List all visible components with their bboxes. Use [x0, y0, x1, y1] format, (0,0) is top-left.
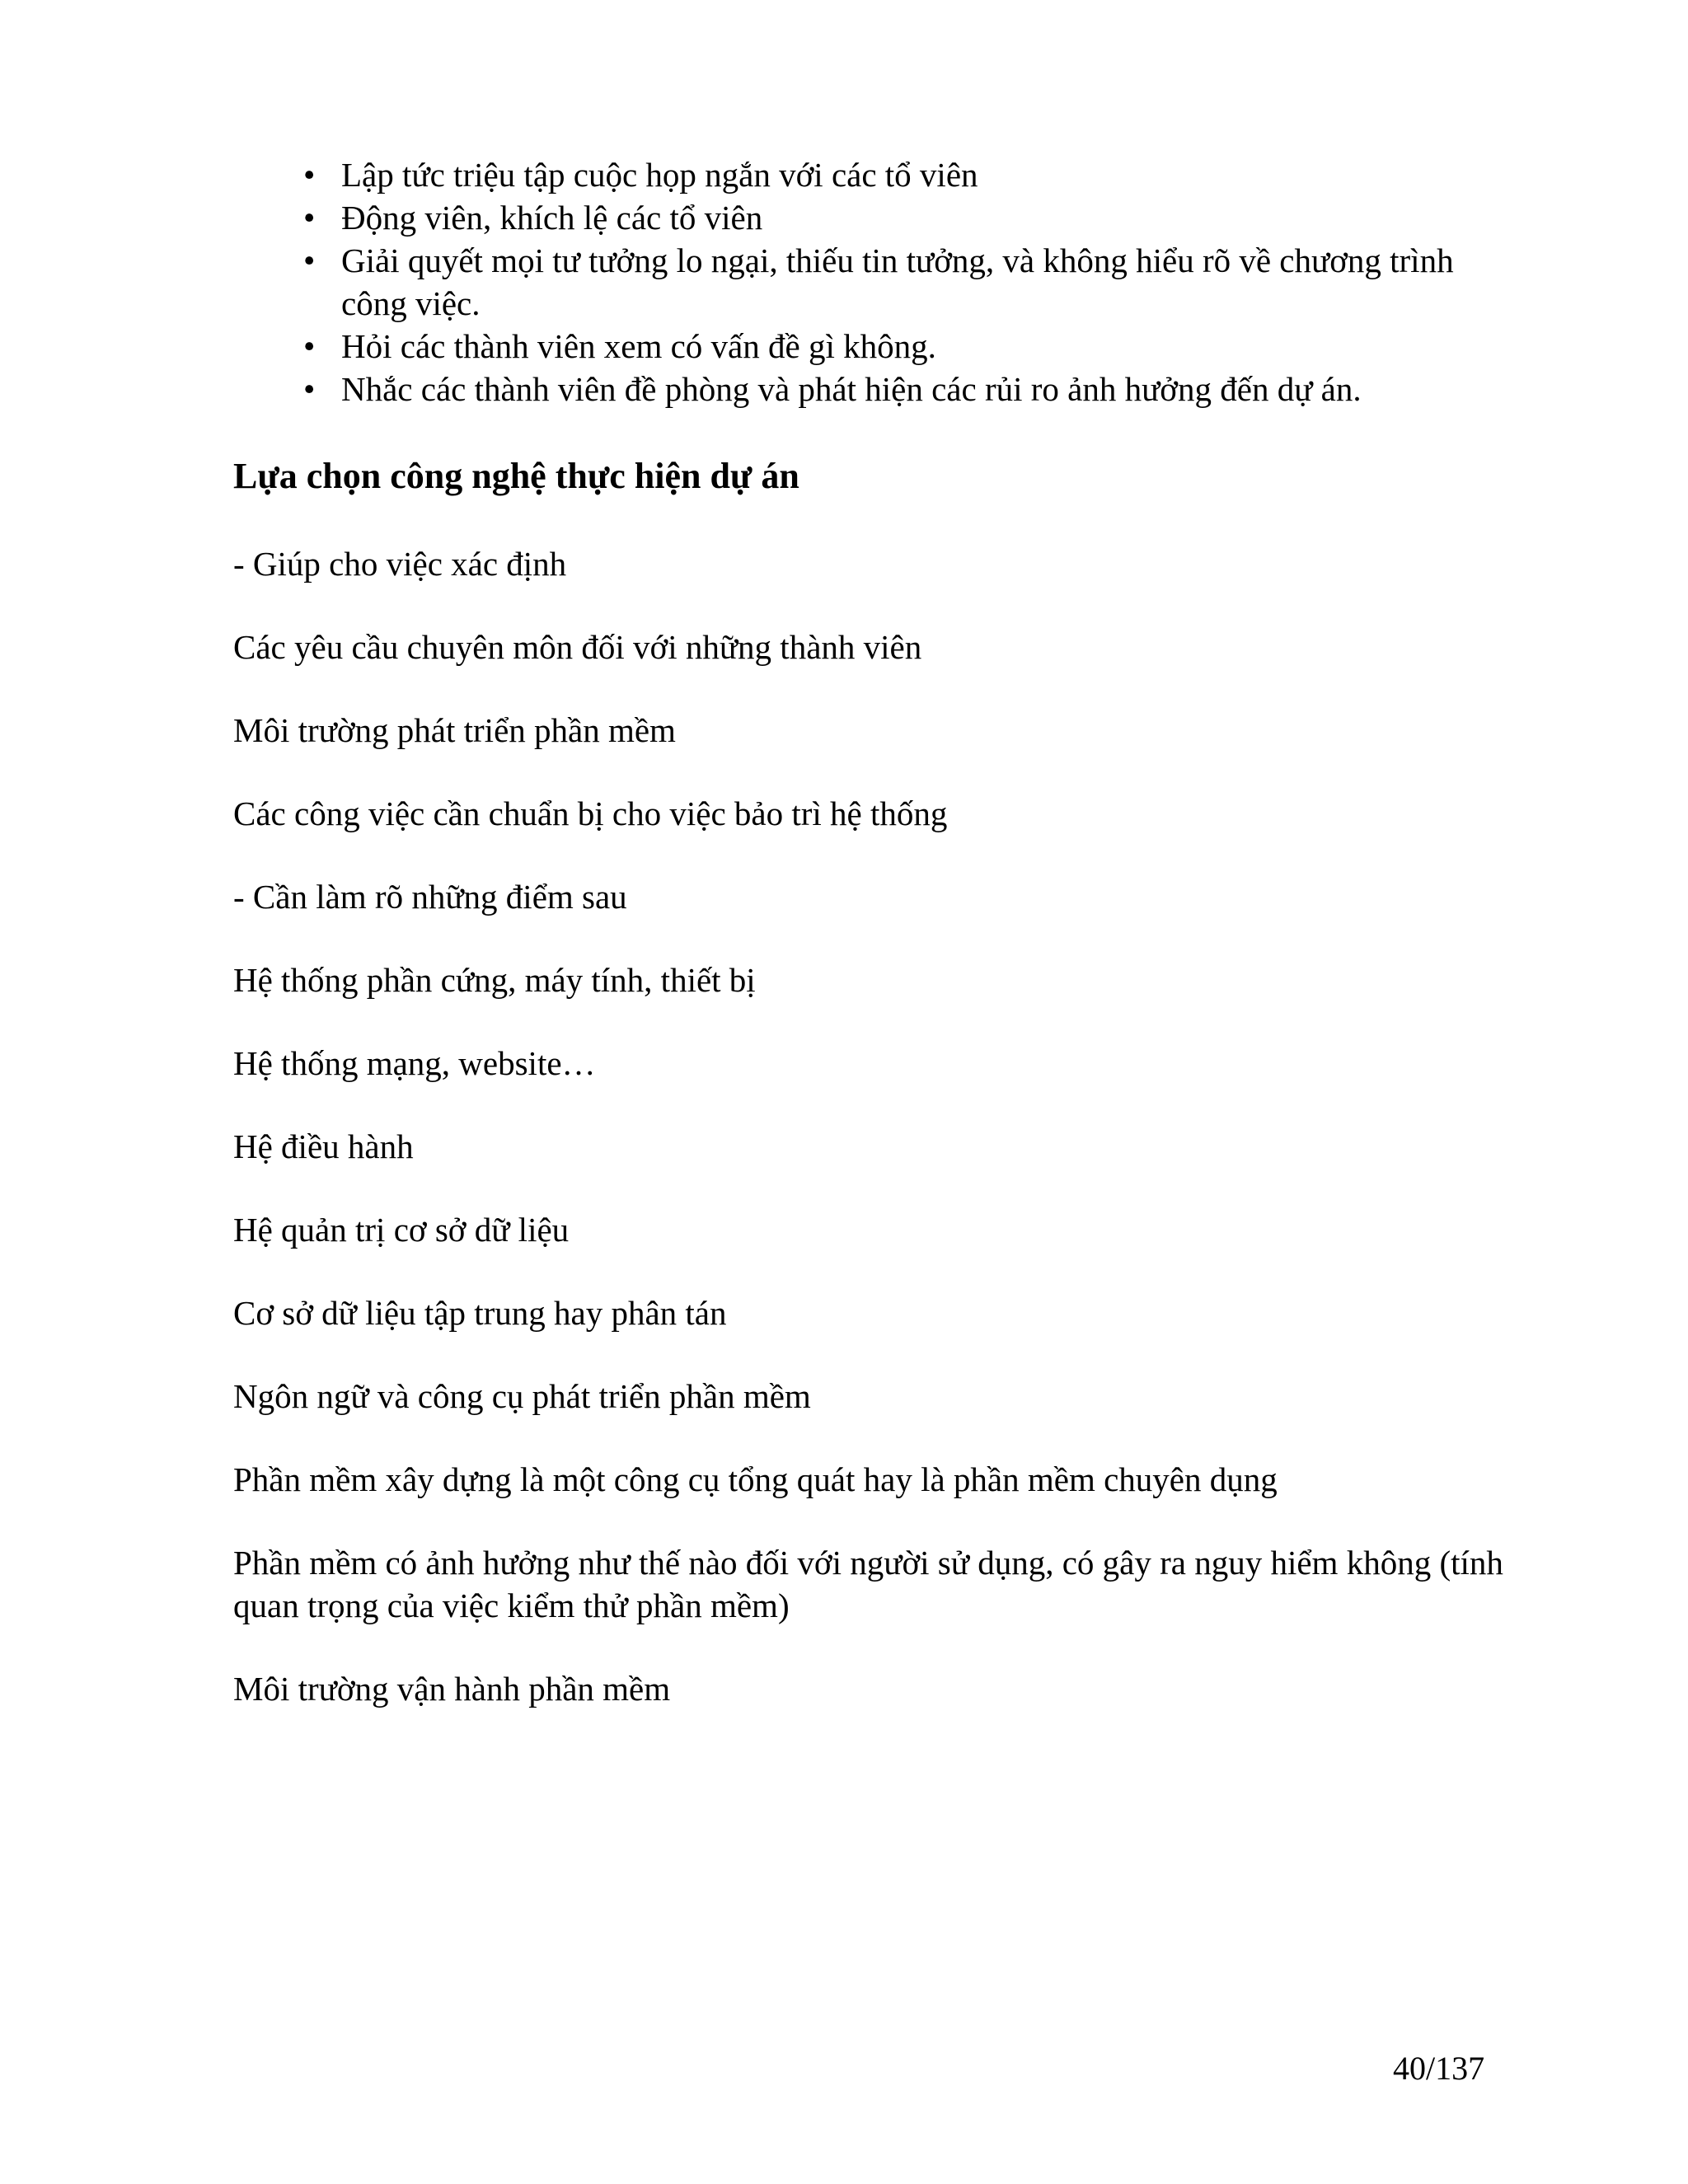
paragraph: Ngôn ngữ và công cụ phát triển phần mềm [233, 1377, 811, 1415]
bullet-icon: • [303, 327, 316, 365]
bullet-icon: • [303, 156, 316, 194]
paragraph: Môi trường vận hành phần mềm [233, 1670, 671, 1708]
section-body [233, 542, 1519, 1750]
bullet-item [297, 325, 1484, 368]
paragraph: Hệ điều hành [233, 1127, 414, 1165]
paragraph: Các yêu cầu chuyên môn đối với những thành viên [233, 628, 922, 666]
paragraph: Phần mềm có ảnh hưởng như thế nào đối với người sử dụng, có gây ra nguy hiểm không (tính quan trọng của việc kiểm thử phần mềm) [233, 1544, 1503, 1624]
bullet-icon: • [303, 370, 316, 408]
bullet-icon: • [303, 199, 316, 237]
paragraph: Hệ thống phần cứng, máy tính, thiết bị [233, 961, 756, 999]
bullet-text: Lập tức triệu tập cuộc họp ngắn với các tổ viên [341, 156, 978, 194]
bullet-item [297, 153, 1484, 196]
bullet-list [297, 153, 1484, 410]
paragraph: Hệ thống mạng, website… [233, 1044, 596, 1082]
section-heading: Lựa chọn công nghệ thực hiện dự án [233, 456, 799, 496]
paragraph: - Cần làm rõ những điểm sau [233, 878, 627, 916]
bullet-item [297, 368, 1484, 410]
bullet-text: Nhắc các thành viên đề phòng và phát hiện các rủi ro ảnh hưởng đến dự án. [341, 370, 1362, 408]
page-number: 40/137 [1393, 2050, 1485, 2087]
paragraph: Cơ sở dữ liệu tập trung hay phân tán [233, 1294, 727, 1332]
paragraph: Hệ quản trị cơ sở dữ liệu [233, 1211, 570, 1249]
paragraph: Môi trường phát triển phần mềm [233, 711, 676, 749]
paragraph: Các công việc cần chuẩn bị cho việc bảo trì hệ thống [233, 794, 948, 832]
bullet-text: Giải quyết mọi tư tưởng lo ngại, thiếu tin tưởng, và không hiểu rõ về chương trình công việc. [341, 241, 1454, 322]
bullet-icon: • [303, 241, 316, 279]
paragraph: Phần mềm xây dựng là một công cụ tổng quát hay là phần mềm chuyên dụng [233, 1460, 1278, 1498]
paragraph: - Giúp cho việc xác định [233, 545, 567, 583]
bullet-text: Động viên, khích lệ các tổ viên [341, 199, 763, 237]
bullet-item [297, 196, 1484, 239]
bullet-text: Hỏi các thành viên xem có vấn đề gì không. [341, 327, 936, 365]
bullet-item [297, 239, 1484, 325]
